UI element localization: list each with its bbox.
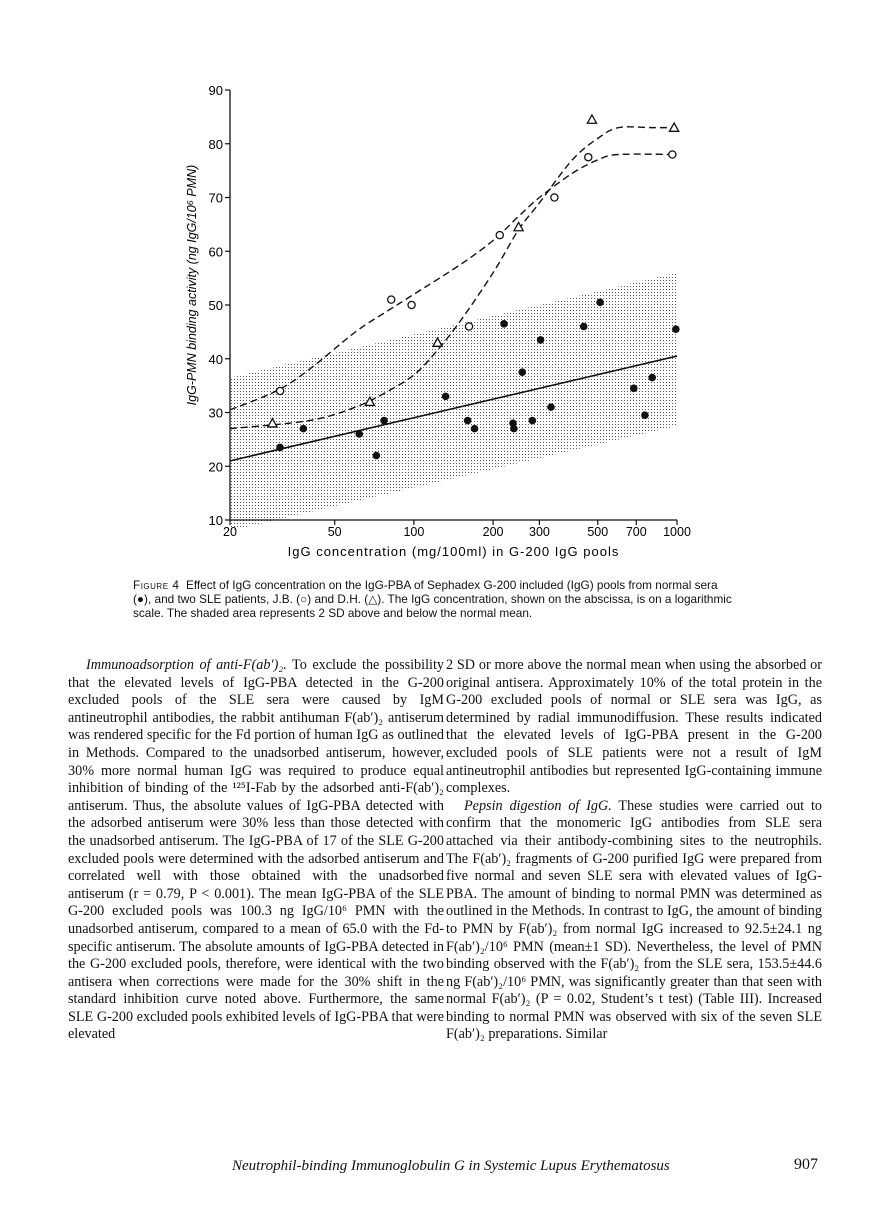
- normal-data-point: [672, 325, 680, 333]
- x-tick-label: 300: [529, 525, 550, 539]
- y-tick-label: 10: [208, 513, 223, 528]
- normal-data-point: [630, 385, 638, 393]
- page-number: 907: [794, 1156, 818, 1173]
- paragraph: [446, 798, 822, 1044]
- shaded-2sd-band: [230, 273, 677, 531]
- normal-data-point: [464, 417, 472, 425]
- normal-data-point: [596, 299, 604, 307]
- normal-data-point: [518, 368, 526, 376]
- normal-data-point: [648, 374, 656, 382]
- x-tick-label: 50: [327, 525, 342, 539]
- paragraph: [68, 657, 444, 1044]
- jb-data-point: [496, 232, 503, 239]
- paragraph-text: 2 SD or more above the normal mean when using the absorbed or original antisera. Approximately 10% of the total protein in the G-200 excluded pools of normal or SLE sera was IgG, as determined by radial immunodiffusion. These results indicated that the elevated levels of IgG-PBA present in the G-200 excluded pools of SLE patients were not a result of IgM antineutrophil antibodies but represented IgG-containing immune complexes.: [446, 657, 822, 797]
- paragraph-heading: Immunoadsorption of anti-F(ab′)₂.: [86, 657, 287, 673]
- x-tick-label: 500: [587, 525, 609, 539]
- normal-data-point: [537, 336, 545, 344]
- normal-data-point: [471, 425, 479, 433]
- jb-data-point: [276, 387, 283, 394]
- x-tick-label: 100: [403, 525, 425, 539]
- y-tick-label: 70: [208, 190, 223, 206]
- normal-data-point: [641, 411, 649, 419]
- normal-data-point: [442, 393, 450, 401]
- right-column: [446, 657, 822, 1044]
- normal-data-point: [380, 417, 388, 425]
- normal-data-point: [547, 403, 555, 411]
- figure-chart: [180, 70, 720, 570]
- figure-caption-text: Effect of IgG concentration on the IgG-PBA of Sephadex G-200 included (IgG) pools from normal sera (●), and two SLE patients, J.B. (○) and D.H. (△). The IgG concentration, shown on the abscissa, is on a logarithmic scale. The shaded area represents 2 SD above and below the normal mean.: [133, 578, 732, 621]
- y-tick-label: 90: [208, 83, 223, 98]
- jb-data-point: [465, 323, 472, 330]
- normal-data-point: [580, 323, 588, 331]
- dh-data-point: [670, 123, 679, 131]
- x-axis-label: IgG concentration (mg/100ml) in G-200 IgG pools: [287, 544, 620, 559]
- normal-data-point: [500, 320, 508, 328]
- running-title: Neutrophil-binding Immunoglobulin G in Systemic Lupus Erythematosus: [232, 1158, 670, 1174]
- x-tick-label: 200: [482, 525, 504, 539]
- y-tick-label: 80: [208, 136, 223, 152]
- y-tick-label: 40: [208, 351, 223, 367]
- y-tick-label: 30: [208, 405, 223, 421]
- x-tick-label: 20: [223, 525, 237, 539]
- figure-caption: [133, 578, 733, 621]
- jb-data-point: [388, 296, 395, 303]
- y-tick-label: 20: [208, 459, 223, 475]
- y-tick-label: 60: [208, 244, 223, 260]
- normal-data-point: [510, 425, 518, 433]
- normal-data-point: [300, 425, 308, 433]
- normal-data-point: [373, 452, 381, 460]
- dh-data-point: [587, 115, 596, 123]
- y-tick-label: 50: [208, 298, 223, 313]
- paragraph: [446, 657, 822, 798]
- paragraph-text: These studies were carried out to confirm that the monomeric IgG antibodies from SLE sera attached via their antibody-combining sites to the neutrophils. The F(ab′)₂ fragments of G-200 purified IgG were prepared from five normal and seven SLE sera with elevated values of IgG-PBA. The amount of binding to normal PMN was determined as outlined in the Methods. In contrast to IgG, the amount of binding to PMN by F(ab′)₂ from normal IgG increased to 92.5±24.1 ng F(ab′)₂/10⁶ PMN (mean±1 SD). Nevertheless, the level of PMN binding observed with the F(ab′)₂ from the SLE sera, 153.5±44.6 ng F(ab′)₂/10⁶ PMN, was significantly greater than that seen with normal F(ab′)₂ (P = 0.02, Student’s t test) (Table III). Increased binding to normal PMN was observed with six of the seven SLE F(ab′)₂ preparations. Similar: [446, 797, 822, 1043]
- x-tick-label: 700: [625, 525, 647, 539]
- jb-data-point: [585, 154, 592, 161]
- figure-label: Figure 4: [133, 578, 180, 592]
- left-column: [68, 657, 444, 1044]
- dh-data-point: [514, 222, 523, 230]
- jb-data-point: [551, 194, 558, 201]
- y-axis-label: IgG-PMN binding activity (ng IgG/10⁶ PMN): [185, 164, 199, 406]
- normal-data-point: [355, 430, 363, 438]
- jb-data-point: [408, 301, 415, 308]
- x-tick-label: 1000: [663, 525, 691, 539]
- jb-data-point: [669, 151, 676, 158]
- paragraph-heading: Pepsin digestion of IgG.: [464, 797, 612, 814]
- paragraph-text: To exclude the possibility that the elevated levels of IgG-PBA detected in the G-200 excluded pools of the SLE sera were caused by IgM antineutrophil antibodies, the rabbit antihuman F(ab′)₂ antiserum was rendered specific for the Fd portion of human IgG as outlined in Methods. Compared to the unadsorbed antiserum, however, 30% more normal human IgG was required to produce equal inhibition of binding of the ¹²⁵I-Fab by the adsorbed anti-F(ab′)₂ antiserum. Thus, the absolute values of IgG-PBA detected with the adsorbed antiserum were 30% less than those detected with the unadsorbed antiserum. The IgG-PBA of 17 of the SLE G-200 excluded pools were determined with the adsorbed antiserum and correlated well with those obtained with the unadsorbed antiserum (r = 0.79, P < 0.001). The mean IgG-PBA of the SLE G-200 excluded pools was 100.3 ng IgG/10⁶ PMN with the unadsorbed antiserum, compared to a mean of 65.0 with the Fd-specific antiserum. The absolute amounts of IgG-PBA detected in the G-200 excluded pools, therefore, were identical with the two antisera when corrections were made for the 30% shift in the standard inhibition curve noted above. Furthermore, the same SLE G-200 excluded pools exhibited levels of IgG-PBA that were elevated: [68, 657, 445, 1043]
- normal-data-point: [276, 444, 284, 452]
- normal-data-point: [529, 417, 537, 425]
